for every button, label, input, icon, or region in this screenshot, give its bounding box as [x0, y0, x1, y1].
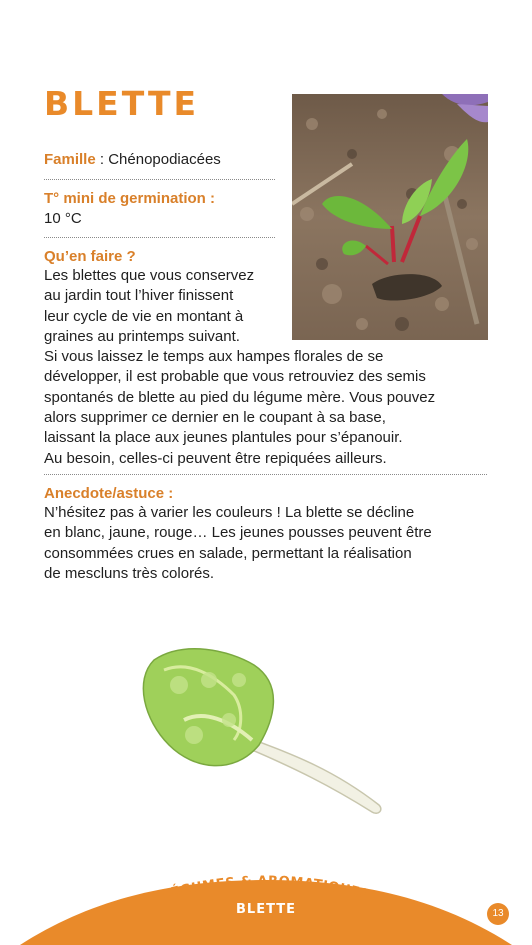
germination-label: T° mini de germination : [44, 190, 216, 207]
text-line: de mescluns très colorés. [44, 564, 215, 582]
divider [44, 179, 275, 180]
page-title: BLETTE [44, 84, 200, 123]
quen-faire-label: Qu’en faire ? [44, 248, 136, 265]
text-line: développer, il est probable que vous retrouviez des semis [44, 368, 426, 386]
germination-value: 10 °C [44, 210, 82, 227]
famille-value: Chénopodiacées [108, 151, 221, 168]
text-line: en blanc, jaune, rouge… Les jeunes pousses peuvent être [44, 524, 432, 542]
text-line: au jardin tout l’hiver finissent [44, 287, 234, 305]
text-line: graines au printemps suivant. [44, 327, 240, 345]
text-line: Au besoin, celles-ci peuvent être repiquées ailleurs. [44, 449, 387, 467]
anecdote-label: Anecdote/astuce : [44, 485, 174, 502]
divider [44, 474, 487, 475]
text-line: Si vous laissez le temps aux hampes florales de se [44, 348, 384, 366]
chard-leaf-illustration [134, 640, 394, 830]
footer-plant-name: BLETTE [236, 902, 296, 917]
footer-category-text: LÉGUMES & AROMATIQUES [160, 873, 372, 903]
divider [44, 237, 275, 238]
famille-label: Famille [44, 151, 96, 168]
text-line: spontanés de blette au pied du légume mère. Vous pouvez [44, 388, 436, 406]
page-number: 13 [487, 903, 509, 925]
text-line: leur cycle de vie en montant à [44, 307, 244, 325]
famille-separator: : [95, 151, 109, 168]
text-line: alors supprimer ce dernier en le coupant à sa base, [44, 409, 386, 427]
text-line: N’hésitez pas à varier les couleurs ! La blette se décline [44, 504, 415, 521]
text-line: laissant la place aux jeunes plantules pour s’épanouir. [44, 429, 403, 447]
chard-seedling-photo [292, 94, 488, 340]
svg-text:LÉGUMES & AROMATIQUES [161, 874, 371, 903]
text-line: consommées crues en salade, permettant la réalisation [44, 544, 412, 562]
anecdote-text [44, 503, 432, 584]
famille-row [44, 150, 221, 170]
text-line: Les blettes que vous conservez [44, 267, 255, 284]
